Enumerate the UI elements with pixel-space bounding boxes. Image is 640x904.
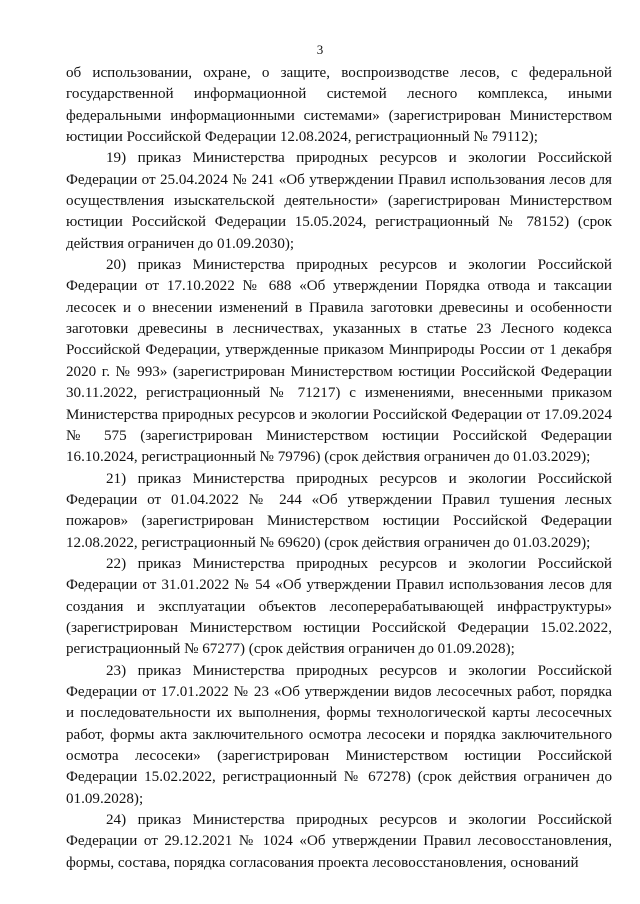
list-item-number: 20)	[106, 257, 127, 274]
list-item	[66, 469, 612, 554]
list-item-number: 22)	[106, 555, 127, 572]
list-item-number: 21)	[106, 470, 127, 487]
paragraph-text: приказ Министерства природных ресурсов и экологии Российской Федерации от 17.10.2022 № 688 «Об утверждении Порядка отвода и таксации лесосек и о внесении изменений в Правила заготовки древесины и особенности заготовки древесины в лесничествах, указанных в статье 23 Лесного кодекса Российской Федерации, утвержденные приказом Минприроды России от 1 декабря 2020 г. № 993» (зарегистрирован Министерством юстиции Российской Федерации 30.11.2022, регистрационный № 71217) с изменениями, внесенными приказом Министерства природных ресурсов и экологии Российской Федерации от 17.09.2024 № 575 (зарегистрирован Министерством юстиции Российской Федерации 16.10.2024, регистрационный № 79796) (срок действия ограничен до 01.03.2029);	[66, 257, 612, 466]
paragraph-text: приказ Министерства природных ресурсов и экологии Российской Федерации от 25.04.2024 № 241 «Об утверждении Правил использования лесов для осуществления изыскательской деятельности» (зарегистрирован Министерством юстиции Российской Федерации 15.05.2024, регистрационный № 78152) (срок действия ограничен до 01.09.2030);	[66, 150, 612, 252]
list-item-number: 23)	[106, 662, 127, 679]
paragraph-text: приказ Министерства природных ресурсов и экологии Российской Федерации от 01.04.2022 № 244 «Об утверждении Правил тушения лесных пожаров» (зарегистрирован Министерством юстиции Российской Федерации 12.08.2022, регистрационный № 69620) (срок действия ограничен до 01.03.2029);	[66, 470, 612, 551]
list-item	[66, 661, 612, 810]
page-number: 3	[316, 42, 324, 57]
paragraph-text: приказ Министерства природных ресурсов и экологии Российской Федерации от 31.01.2022 № 54 «Об утверждении Правил использования лесов для создания и эксплуатации объектов лесоперерабатывающей инфраструктуры» (зарегистрирован Министерством юстиции Российской Федерации 15.02.2022, регистрационный № 67277) (срок действия ограничен до 01.09.2028);	[66, 555, 612, 658]
list-item	[66, 810, 612, 874]
list-item-number: 24)	[106, 812, 127, 829]
list-item	[66, 63, 612, 148]
list-item-number: 19)	[106, 150, 127, 167]
paragraph-text: приказ Министерства природных ресурсов и экологии Российской Федерации от 29.12.2021 № 1024 «Об утверждении Правил лесовосстановления, формы, состава, порядка согласования проекта лесовосстановления, оснований	[66, 812, 612, 871]
paragraph-text: об использовании, охране, о защите, воспроизводстве лесов, с федеральной государственной информационной системой лесного комплекса, иными федеральными информационными системами» (зарегистрирован Министерством юстиции Российской Федерации 12.08.2024, регистрационный № 79112);	[66, 65, 612, 146]
list-item	[66, 255, 612, 468]
document-body	[66, 63, 612, 874]
paragraph-text: приказ Министерства природных ресурсов и экологии Российской Федерации от 17.01.2022 № 23 «Об утверждении видов лесосечных работ, порядка и последовательности их выполнения, формы технологической карты лесосечных работ, формы акта заключительного осмотра лесосеки и порядка заключительного осмотра лесосеки» (зарегистрирован Министерством юстиции Российской Федерации 15.02.2022, регистрационный № 67278) (срок действия ограничен до 01.09.2028);	[66, 662, 612, 807]
list-item	[66, 148, 612, 255]
list-item	[66, 554, 612, 661]
